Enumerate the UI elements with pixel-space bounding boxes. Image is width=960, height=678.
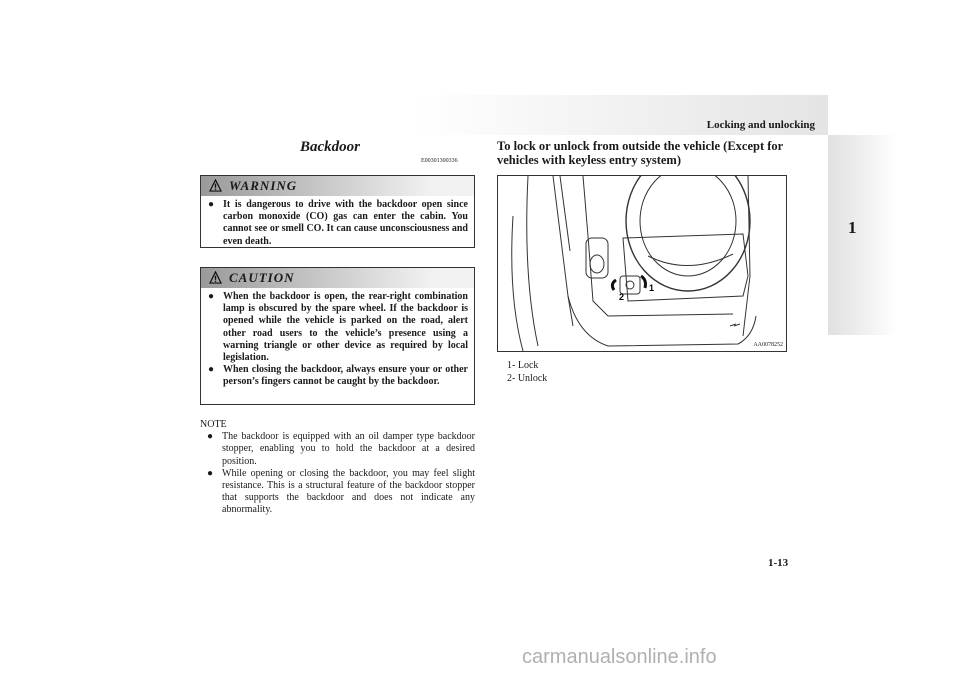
callout-1: 1	[649, 283, 655, 293]
bullet-icon: ●	[208, 199, 215, 210]
caution-box	[200, 267, 475, 405]
figure-code: AA0078252	[753, 342, 783, 348]
page-number: 1-13	[768, 557, 789, 569]
legend-item: 2- Unlock	[507, 373, 548, 384]
caution-header	[201, 268, 474, 288]
caution-label: CAUTION	[229, 270, 295, 285]
legend-item: 1- Lock	[507, 360, 539, 371]
section-title: Backdoor	[300, 139, 360, 155]
unlock-arrow-icon	[612, 280, 616, 290]
warning-label: WARNING	[229, 178, 298, 193]
caution-triangle-icon	[209, 271, 222, 284]
bullet-icon: ●	[207, 431, 214, 443]
warning-box	[200, 175, 475, 248]
subsection-title: To lock or unlock from outside the vehicle (Except for vehicles with keyless entry system)	[497, 139, 783, 167]
running-header: Locking and unlocking	[706, 119, 815, 131]
warning-triangle-icon	[209, 179, 222, 192]
note-item: ● The backdoor is equipped with an oil damper type backdoor stopper, enabling you to hold the backdoor at a desired position.	[207, 431, 475, 467]
figure-legend	[507, 359, 547, 385]
caution-item: ● When closing the backdoor, always ensure your or other person’s fingers cannot be caught by the backdoor.	[208, 364, 468, 388]
note-label: NOTE	[200, 419, 227, 430]
warning-item: ● It is dangerous to drive with the backdoor open since carbon monoxide (CO) gas can enter the cabin. You cannot see or smell CO. It can cause unconsciousness and even death.	[208, 199, 468, 247]
vehicle-rear-illustration	[498, 176, 786, 351]
callout-2: 2	[619, 292, 625, 302]
section-code: E00301300336	[421, 158, 458, 164]
warning-header	[201, 176, 474, 196]
bullet-icon: ●	[208, 291, 215, 302]
lock-arrow-icon	[641, 276, 646, 288]
chapter-number: 1	[848, 218, 857, 237]
note-section	[200, 419, 475, 517]
bullet-icon: ●	[207, 467, 214, 479]
backdoor-figure	[497, 175, 787, 352]
bullet-icon: ●	[208, 364, 215, 376]
note-item: ● While opening or closing the backdoor, you may feel slight resistance. This is a structural feature of the backdoor stopper that supports the backdoor and does not indicate any abnormality.	[207, 467, 475, 516]
caution-item: ● When the backdoor is open, the rear-right combination lamp is obscured by the spare wheel. If the backdoor is opened while the vehicle is parked on the road, alert other road users to the vehicle’s presence using a warning triangle or other device as required by local legislation.	[208, 291, 468, 364]
watermark[interactable]: carmanualsonline.info	[522, 646, 717, 668]
chapter-tab	[828, 135, 898, 335]
